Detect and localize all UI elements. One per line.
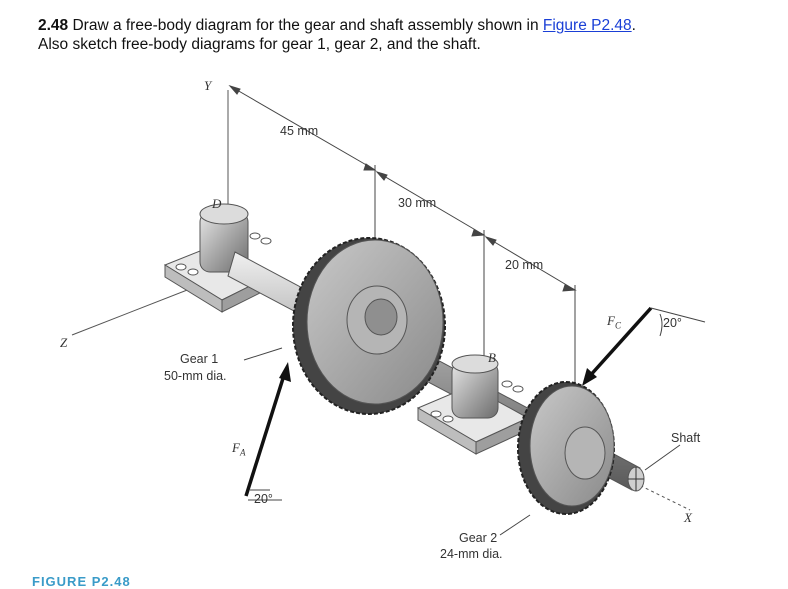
axis-x-label: X: [684, 510, 692, 525]
dim-arrow: [230, 86, 240, 94]
z-axis-line: [72, 285, 200, 335]
bearing-d: [165, 204, 272, 312]
dimension-20mm: 20 mm: [505, 258, 544, 272]
force-a-label: [232, 440, 245, 458]
force-c-symbol: F: [607, 313, 615, 328]
figure-caption: FIGURE P2.48: [32, 574, 131, 589]
gear-2-diameter: 24-mm dia.: [440, 547, 503, 561]
gear-1: [293, 238, 445, 414]
gear-1-diameter: 50-mm dia.: [164, 369, 227, 383]
force-c-subscript: C: [614, 320, 621, 331]
shaft-label: Shaft: [671, 431, 701, 445]
figure-link[interactable]: Figure P2.48: [542, 17, 632, 34]
point-d-label: D: [212, 196, 222, 211]
force-a-arrow: [246, 372, 285, 496]
problem-line-2: Also sketch free-body diagrams for gear 1, gear 2, and the shaft.: [38, 36, 481, 53]
gear-1-label: Gear 1: [180, 352, 219, 366]
force-a-arrowhead: [279, 362, 291, 382]
point-b-label: B: [488, 350, 496, 365]
dim-arrow: [377, 172, 387, 180]
axis-y-label: Y: [204, 78, 212, 93]
problem-number: 2.48: [38, 17, 69, 34]
force-a-subscript: A: [239, 447, 246, 458]
gear-2: [518, 382, 614, 514]
force-c-label: [607, 313, 621, 331]
dimension-30mm: 30 mm: [398, 196, 437, 210]
gear-2-label: Gear 2: [459, 531, 498, 545]
dim-arrow: [364, 164, 375, 170]
x-axis-line: [635, 483, 690, 510]
force-a-symbol: F: [232, 440, 240, 455]
problem-text-end: .: [631, 17, 636, 34]
angle-c-label: 20°: [663, 316, 682, 330]
problem-text: Draw a free-body diagram for the gear and shaft assembly shown in: [68, 17, 543, 34]
angle-a-label: 20°: [254, 492, 273, 506]
dim-arrow: [486, 237, 496, 245]
dimension-45mm: 45 mm: [280, 124, 319, 138]
axis-z-label: Z: [60, 335, 68, 350]
